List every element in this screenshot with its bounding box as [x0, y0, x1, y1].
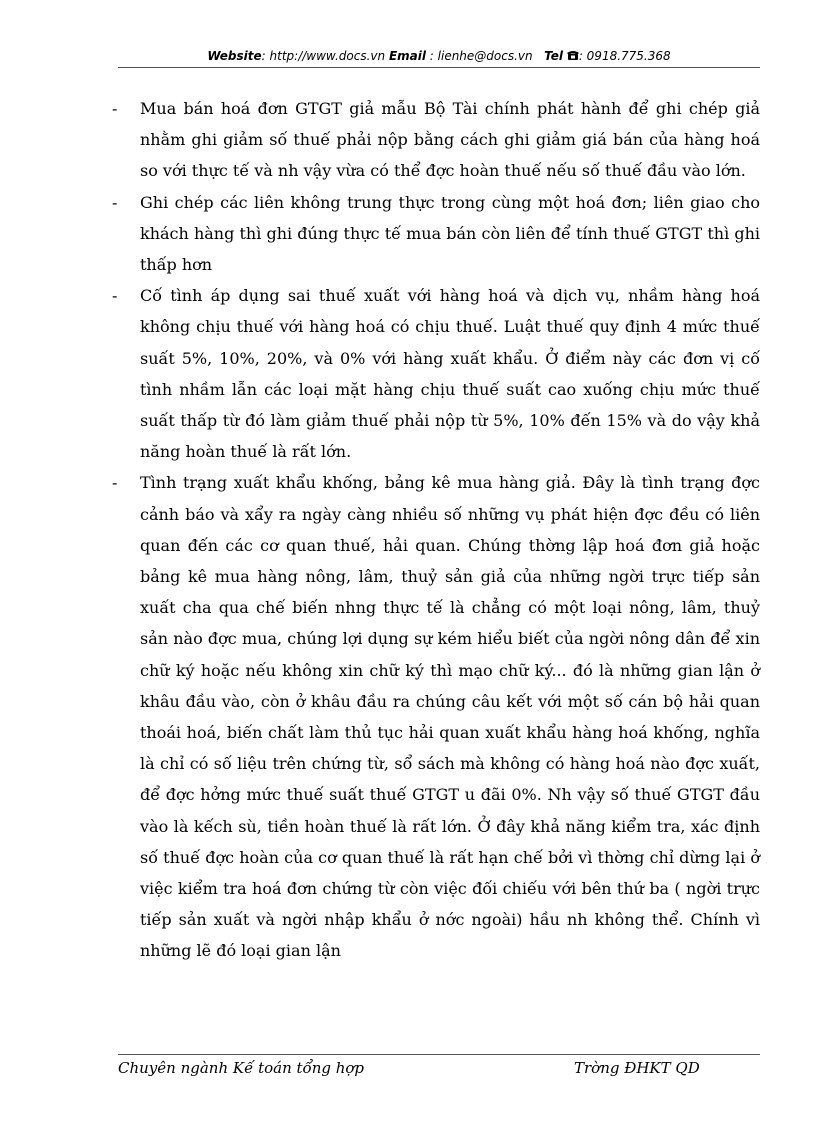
bullet-marker: - — [112, 192, 118, 212]
tel-label: Tel — [544, 49, 563, 63]
bullet-item — [112, 280, 760, 467]
footer-department: Chuyên ngành Kế toán tổng hợp — [118, 1059, 365, 1077]
bullet-text: Mua bán hoá đơn GTGT giả mẫu Bộ Tài chính phát hành để ghi chép giả nhằm ghi giảm số thuế phải nộp bằng cách ghi giảm giá bán của hàng hoá so với thực tế và nh vậy vừa có thể đợc hoàn thuế nếu số thuế đầu vào lớn. — [140, 99, 760, 181]
bullet-marker: - — [112, 473, 118, 493]
footer-divider — [118, 1054, 760, 1055]
bullet-item — [112, 93, 760, 187]
website-label: Website — [207, 49, 262, 63]
bullet-text: Cố tình áp dụng sai thuế xuất với hàng hoá và dịch vụ, nhầm hàng hoá không chịu thuế với hàng hoá có chịu thuế. Luật thuế quy định 4 mức thuế suất 5%, 10%, 20%, và 0% với hàng xuất khẩu. Ở điểm này các đơn vị cố tình nhầm lẫn các loại mặt hàng chịu thuế suất cao xuống chịu mức thuế suất thấp từ đó làm giảm thuế phải nộp từ 5%, 10% đến 15% và do vậy khả năng hoàn thuế là rất lớn. — [140, 286, 760, 462]
email-value: : lienhe@docs.vn — [429, 49, 533, 63]
document-body — [112, 93, 760, 967]
bullet-item — [112, 187, 760, 281]
footer-school: Trờng ĐHKT QD — [574, 1059, 700, 1077]
page-header — [118, 48, 760, 64]
bullet-text: Ghi chép các liên không trung thực trong cùng một hoá đơn; liên giao cho khách hàng thì ghi đúng thực tế mua bán còn liên để tính thuế GTGT thì ghi thấp hơn — [140, 192, 760, 275]
phone-icon — [567, 50, 579, 61]
tel-value: : 0918.775.368 — [578, 49, 671, 63]
bullet-item — [112, 467, 760, 966]
bullet-marker: - — [112, 99, 118, 118]
bullet-text: Tình trạng xuất khẩu khống, bảng kê mua hàng giả. Đây là tình trạng đợc cảnh báo và xẩy ra ngày càng nhiều số những vụ phát hiện đợc đều có liên quan đến các cơ quan thuế, hải quan. Chúng thờng lập hoá đơn giả hoặc bảng kê mua hàng nông, lâm, thuỷ sản giả của những ngời trực tiếp sản xuất cha qua chế biến nhng thực tế là chẳng có một loại nông, lâm, thuỷ sản nào đợc mua, chúng lợi dụng sự kém hiểu biết của ngời nông dân để xin chữ ký hoặc nếu không xin chữ ký thì mạo chữ ký... đó là những gian lận ở khâu đầu vào, còn ở khâu đầu ra chúng câu kết với một số cán bộ hải quan thoái hoá, biến chất làm thủ tục hải quan xuất khẩu hàng hoá khống, nghĩa là chỉ có số liệu trên chứng từ, sổ sách mà không có hàng hoá nào đợc xuất, để đợc hởng mức thuế suất thuế GTGT u đãi 0%. Nh vậy số thuế GTGT đầu vào là kếch sù, tiền hoàn thuế là rất lớn. Ở đây khả năng kiểm tra, xác định số thuế đợc hoàn của cơ quan thuế là rất hạn chế bởi vì thờng chỉ dừng lại ở việc kiểm tra hoá đơn chứng từ còn việc đối chiếu với bên thứ ba ( ngời trực tiếp sản xuất và ngời nhập khẩu ở nớc ngoài) hầu nh không thể. Chính vì những lẽ đó loại gian lận — [140, 473, 760, 961]
website-value: : http://www.docs.vn — [261, 49, 386, 63]
email-label: Email — [388, 49, 426, 63]
bullet-marker: - — [112, 286, 118, 306]
header-divider — [118, 67, 760, 68]
